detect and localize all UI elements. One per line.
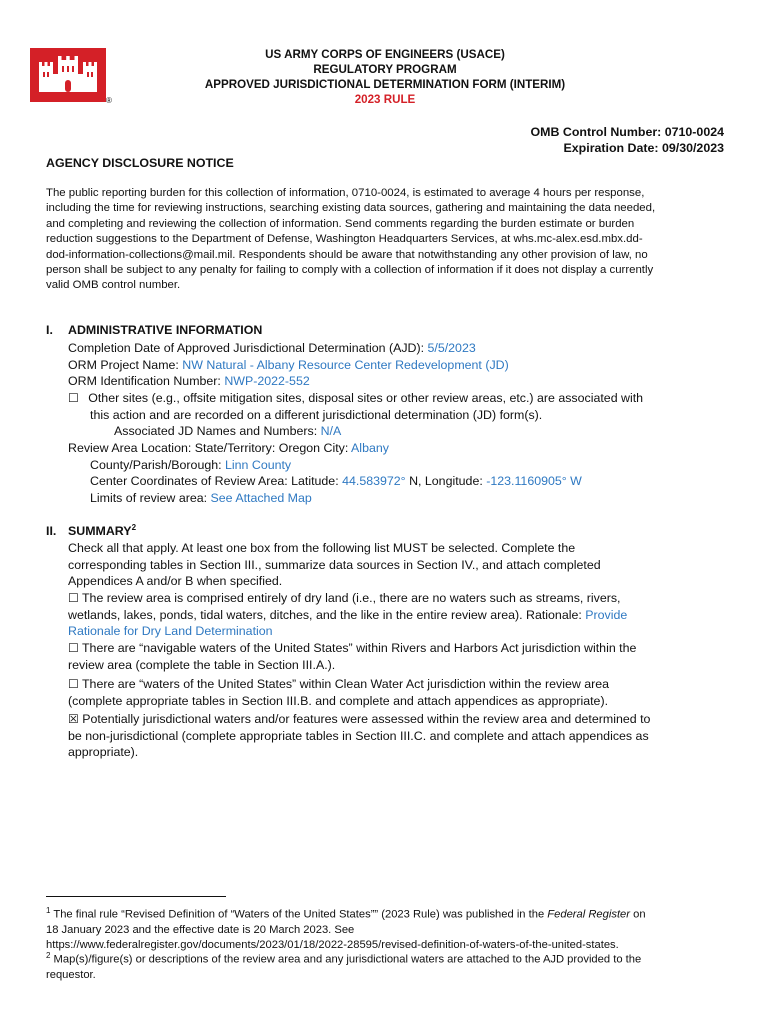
summary-instructions	[68, 540, 728, 590]
coordinates-row	[90, 473, 582, 490]
disclosure-text	[46, 186, 726, 294]
review-location-label: Review Area Location: State/Territory: Oregon City:	[68, 441, 352, 455]
header-rule: 2023 RULE	[354, 93, 416, 106]
footnote-1-mark: 1	[46, 906, 51, 915]
project-name-row	[68, 357, 509, 374]
section-1-title: ADMINISTRATIVE INFORMATION	[68, 323, 263, 337]
other-sites-text: Other sites (e.g., offsite mitigation sites, disposal sites or other review areas, etc.) are associated with	[88, 391, 644, 405]
limits-label: Limits of review area:	[90, 491, 211, 505]
project-name-label: ORM Project Name:	[68, 358, 183, 372]
latitude-value[interactable]: 44.583972°	[342, 474, 406, 488]
limits-value[interactable]: See Attached Map	[210, 491, 312, 505]
longitude-label: N, Longitude:	[405, 474, 487, 488]
city-value[interactable]: Albany	[351, 441, 389, 455]
section-1-number: I.	[46, 323, 53, 337]
option-non-jurisdictional	[68, 711, 748, 761]
summary-instructions-line: corresponding tables in Section III., summarize data sources in Section IV., and attach completed	[68, 557, 601, 572]
disclosure-line: reduction suggestions to the Department of Defense, Washington Headquarters Services, at whs.mc-alex.esd.mbx.dd-	[46, 233, 643, 246]
navigable-waters-text: There are “navigable waters of the United States” within Rivers and Harbors Act jurisdiction within the	[78, 641, 637, 655]
footnote-1	[46, 903, 726, 953]
footnote-1-url[interactable]: https://www.federalregister.gov/documents/2023/01/18/2022-28595/revised-definition-of-waters-of-the-united-states.	[46, 939, 619, 952]
non-jurisdictional-checkbox[interactable]: ☒	[68, 712, 79, 726]
other-sites-checkbox[interactable]: ☐	[68, 391, 79, 405]
footnote-2	[46, 948, 726, 983]
clean-water-act-checkbox[interactable]: ☐	[68, 677, 79, 691]
completion-date-label: Completion Date of Approved Jurisdictional Determination (AJD):	[68, 341, 428, 355]
county-label: County/Parish/Borough:	[90, 458, 225, 472]
footnote-1-text: The final rule “Revised Definition of “Waters of the United States”” (2023 Rule) was published in the	[50, 908, 548, 921]
footnote-1-line-2: 18 January 2023 and the effective date is 20 March 2023. See	[46, 924, 355, 937]
disclosure-line: valid OMB control number.	[46, 279, 181, 292]
dry-land-rationale-link[interactable]: Provide	[585, 607, 628, 622]
longitude-value[interactable]: -123.1160905° W	[486, 474, 582, 488]
disclosure-title: AGENCY DISCLOSURE NOTICE	[46, 156, 234, 170]
associated-jd-row	[114, 423, 341, 440]
option-dry-land	[68, 590, 728, 640]
associated-jd-value[interactable]: N/A	[320, 424, 342, 438]
other-sites-row	[68, 390, 643, 407]
dry-land-rationale-link-2[interactable]: Rationale for Dry Land Determination	[68, 624, 273, 639]
review-location-row	[68, 440, 389, 457]
registered-mark: ®	[106, 96, 112, 105]
dry-land-checkbox[interactable]: ☐	[68, 591, 79, 605]
disclosure-line: and completing and reviewing the collection of information. Send comments regarding the burden estimate or burden	[46, 217, 635, 230]
other-sites-text-2: this action and are recorded on a different jurisdictional determination (JD) form(s).	[90, 408, 543, 422]
section-2-footnote-ref: 2	[131, 523, 137, 532]
omb-control-number: OMB Control Number: 0710-0024	[530, 125, 724, 139]
limits-row	[90, 490, 312, 507]
omb-block	[531, 124, 724, 156]
completion-date-value[interactable]: 5/5/2023	[427, 341, 476, 355]
header-agency: US ARMY CORPS OF ENGINEERS (USACE)	[265, 48, 505, 61]
option-clean-water-act	[68, 676, 728, 709]
project-name-value[interactable]: NW Natural - Albany Resource Center Redevelopment (JD)	[182, 358, 509, 372]
navigable-waters-text-2: review area (complete the table in Section III.A.).	[68, 657, 336, 672]
clean-water-act-text: There are “waters of the United States” within Clean Water Act jurisdiction within the review area	[78, 677, 610, 691]
footnote-2-text: Map(s)/figure(s) or descriptions of the review area and any jurisdictional waters are attached to the AJD provided to the	[50, 953, 642, 966]
header-program: REGULATORY PROGRAM	[313, 63, 457, 76]
completion-date-row	[68, 340, 476, 357]
footnote-2-mark: 2	[46, 951, 51, 960]
non-jurisdictional-text: Potentially jurisdictional waters and/or features were assessed within the review area and determined to	[78, 712, 651, 726]
section-1-heading	[46, 323, 262, 337]
dry-land-text: The review area is comprised entirely of dry land (i.e., there are no waters such as streams, rivers,	[78, 591, 621, 605]
omb-expiration: Expiration Date: 09/30/2023	[563, 141, 724, 155]
county-value[interactable]: Linn County	[225, 458, 292, 472]
section-2-number: II.	[46, 524, 57, 539]
section-2-heading	[46, 523, 136, 538]
option-navigable-waters	[68, 640, 728, 673]
non-jurisdictional-text-3: appropriate).	[68, 745, 139, 760]
footnote-2-line-2: requestor.	[46, 969, 96, 982]
form-header	[0, 47, 770, 107]
disclosure-line: person shall be subject to any penalty for failing to comply with a collection of information if it does not display a currently	[46, 264, 654, 277]
summary-instructions-line: Appendices A and/or B when specified.	[68, 574, 283, 589]
disclosure-line: The public reporting burden for this collection of information, 0710-0024, is estimated to average 4 hours per response,	[46, 187, 645, 199]
footnote-1-text-end: on	[630, 908, 646, 921]
footnote-1-italic: Federal Register	[547, 908, 630, 921]
orm-id-row	[68, 373, 310, 390]
navigable-waters-checkbox[interactable]: ☐	[68, 641, 79, 655]
non-jurisdictional-text-2: be non-jurisdictional (complete appropriate tables in Section III.C. and complete and attach appendices as	[68, 728, 649, 743]
associated-jd-label: Associated JD Names and Numbers:	[114, 424, 321, 438]
county-row	[90, 457, 291, 474]
orm-id-label: ORM Identification Number:	[68, 374, 225, 388]
coordinates-label: Center Coordinates of Review Area: Latitude:	[90, 474, 343, 488]
clean-water-act-text-2: (complete appropriate tables in Section III.B. and complete and attach appendices as appropriate).	[68, 693, 609, 708]
footnote-divider	[46, 896, 226, 897]
summary-instructions-line: Check all that apply. At least one box from the following list MUST be selected. Complete the	[68, 541, 576, 555]
disclosure-line: dod-information-collections@mail.mil. Respondents should be aware that notwithstanding any other provision of law, no	[46, 248, 648, 261]
disclosure-line: including the time for reviewing instructions, searching existing data sources, gathering and maintaining the data needed,	[46, 202, 656, 215]
section-2-title: SUMMARY	[68, 524, 132, 539]
dry-land-text-2: wetlands, lakes, ponds, tidal waters, ditches, and the like in the entire review area). Rationale:	[68, 607, 586, 622]
header-form-title: APPROVED JURISDICTIONAL DETERMINATION FORM (INTERIM)	[204, 78, 566, 91]
orm-id-value[interactable]: NWP-2022-552	[224, 374, 310, 388]
